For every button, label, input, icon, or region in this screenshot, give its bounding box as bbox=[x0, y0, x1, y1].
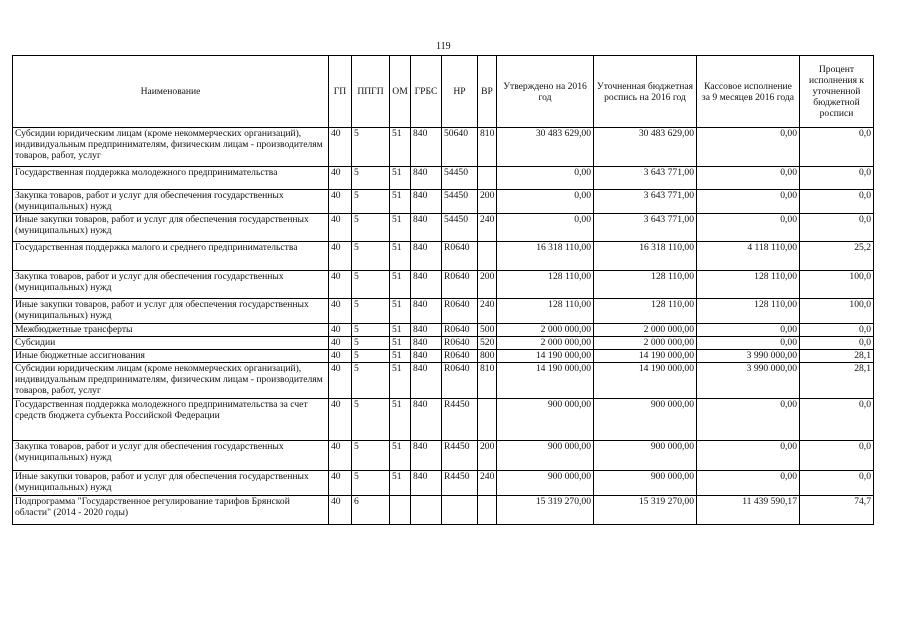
cell-om: 51 bbox=[390, 399, 411, 441]
cell-vr: 810 bbox=[478, 363, 497, 399]
cell-name: Субсидии юридическим лицам (кроме некоммерческих организаций), индивидуальным предпринимателям, физическим лицам - производителям товаров, работ, услуг bbox=[13, 363, 329, 399]
cell-cash: 0,00 bbox=[697, 471, 800, 496]
cell-grbs: 840 bbox=[411, 242, 442, 271]
cell-cash: 0,00 bbox=[697, 337, 800, 350]
cell-approved: 128 110,00 bbox=[497, 271, 594, 299]
cell-gp: 40 bbox=[329, 271, 352, 299]
cell-np: R0640 bbox=[442, 350, 478, 363]
cell-cash: 128 110,00 bbox=[697, 271, 800, 299]
cell-ppgp: 5 bbox=[352, 337, 390, 350]
table-row bbox=[13, 337, 874, 350]
cell-gp: 40 bbox=[329, 167, 352, 190]
cell-ppgp: 5 bbox=[352, 214, 390, 242]
cell-vr bbox=[478, 242, 497, 271]
cell-np: 54450 bbox=[442, 190, 478, 214]
cell-gp: 40 bbox=[329, 441, 352, 471]
cell-gp: 40 bbox=[329, 471, 352, 496]
cell-vr: 200 bbox=[478, 190, 497, 214]
table-row bbox=[13, 399, 874, 441]
cell-percent: 0,0 bbox=[800, 167, 874, 190]
cell-grbs: 840 bbox=[411, 350, 442, 363]
cell-grbs: 840 bbox=[411, 167, 442, 190]
cell-ppgp: 5 bbox=[352, 242, 390, 271]
cell-om: 51 bbox=[390, 441, 411, 471]
table-row bbox=[13, 190, 874, 214]
cell-grbs: 840 bbox=[411, 128, 442, 167]
cell-om: 51 bbox=[390, 324, 411, 337]
cell-ppgp: 5 bbox=[352, 363, 390, 399]
budget-table bbox=[12, 55, 874, 525]
cell-percent: 0,0 bbox=[800, 190, 874, 214]
cell-om: 51 bbox=[390, 271, 411, 299]
cell-om: 51 bbox=[390, 337, 411, 350]
cell-ppgp: 6 bbox=[352, 496, 390, 525]
header-row bbox=[13, 56, 874, 128]
cell-refined: 128 110,00 bbox=[594, 299, 697, 324]
cell-ppgp: 5 bbox=[352, 299, 390, 324]
cell-gp: 40 bbox=[329, 128, 352, 167]
cell-approved: 0,00 bbox=[497, 167, 594, 190]
cell-refined: 14 190 000,00 bbox=[594, 350, 697, 363]
cell-percent: 0,0 bbox=[800, 324, 874, 337]
cell-approved: 900 000,00 bbox=[497, 471, 594, 496]
cell-percent: 0,0 bbox=[800, 337, 874, 350]
cell-grbs: 840 bbox=[411, 441, 442, 471]
table-row bbox=[13, 471, 874, 496]
cell-name: Подпрограмма "Государственное регулирование тарифов Брянской области" (2014 - 2020 годы) bbox=[13, 496, 329, 525]
cell-np bbox=[442, 496, 478, 525]
cell-refined: 3 643 771,00 bbox=[594, 167, 697, 190]
cell-name: Закупка товаров, работ и услуг для обеспечения государственных (муниципальных) нужд bbox=[13, 441, 329, 471]
cell-cash: 3 990 000,00 bbox=[697, 363, 800, 399]
cell-name: Иные закупки товаров, работ и услуг для обеспечения государственных (муниципальных) нужд bbox=[13, 471, 329, 496]
cell-approved: 0,00 bbox=[497, 190, 594, 214]
table-row bbox=[13, 299, 874, 324]
cell-np: 54450 bbox=[442, 167, 478, 190]
cell-grbs: 840 bbox=[411, 299, 442, 324]
cell-gp: 40 bbox=[329, 337, 352, 350]
table-row bbox=[13, 363, 874, 399]
table-row bbox=[13, 242, 874, 271]
cell-percent: 0,0 bbox=[800, 399, 874, 441]
cell-percent: 25,2 bbox=[800, 242, 874, 271]
cell-name: Закупка товаров, работ и услуг для обеспечения государственных (муниципальных) нужд bbox=[13, 271, 329, 299]
cell-grbs: 840 bbox=[411, 190, 442, 214]
cell-approved: 900 000,00 bbox=[497, 399, 594, 441]
header-refined: Уточненная бюджетная роспись на 2016 год bbox=[594, 56, 697, 128]
cell-ppgp: 5 bbox=[352, 350, 390, 363]
cell-np: 54450 bbox=[442, 214, 478, 242]
cell-np: R0640 bbox=[442, 299, 478, 324]
cell-grbs: 840 bbox=[411, 214, 442, 242]
header-approved: Утверждено на 2016 год bbox=[497, 56, 594, 128]
cell-np: R0640 bbox=[442, 242, 478, 271]
cell-refined: 3 643 771,00 bbox=[594, 190, 697, 214]
cell-refined: 30 483 629,00 bbox=[594, 128, 697, 167]
cell-approved: 16 318 110,00 bbox=[497, 242, 594, 271]
cell-percent: 100,0 bbox=[800, 299, 874, 324]
header-vr: ВР bbox=[478, 56, 497, 128]
cell-gp: 40 bbox=[329, 214, 352, 242]
header-percent: Процент исполнения к уточненной бюджетной росписи bbox=[800, 56, 874, 128]
page-number: 119 bbox=[436, 41, 451, 52]
cell-gp: 40 bbox=[329, 324, 352, 337]
cell-cash: 11 439 590,17 bbox=[697, 496, 800, 525]
cell-np: 50640 bbox=[442, 128, 478, 167]
cell-cash: 0,00 bbox=[697, 441, 800, 471]
cell-grbs: 840 bbox=[411, 271, 442, 299]
cell-gp: 40 bbox=[329, 399, 352, 441]
cell-ppgp: 5 bbox=[352, 324, 390, 337]
table-row bbox=[13, 496, 874, 525]
cell-name: Закупка товаров, работ и услуг для обеспечения государственных (муниципальных) нужд bbox=[13, 190, 329, 214]
cell-cash: 0,00 bbox=[697, 214, 800, 242]
cell-om: 51 bbox=[390, 363, 411, 399]
cell-approved: 2 000 000,00 bbox=[497, 324, 594, 337]
cell-gp: 40 bbox=[329, 242, 352, 271]
cell-np: R4450 bbox=[442, 399, 478, 441]
cell-om: 51 bbox=[390, 167, 411, 190]
cell-percent: 0,0 bbox=[800, 471, 874, 496]
cell-refined: 900 000,00 bbox=[594, 399, 697, 441]
cell-np: R0640 bbox=[442, 363, 478, 399]
header-np: НР bbox=[442, 56, 478, 128]
cell-vr bbox=[478, 399, 497, 441]
cell-refined: 900 000,00 bbox=[594, 471, 697, 496]
table-row bbox=[13, 128, 874, 167]
cell-gp: 40 bbox=[329, 350, 352, 363]
cell-grbs bbox=[411, 496, 442, 525]
cell-name: Государственная поддержка молодежного предпринимательства за счет средств бюджета субъекта Российской Федерации bbox=[13, 399, 329, 441]
cell-percent: 0,0 bbox=[800, 128, 874, 167]
cell-np: R0640 bbox=[442, 271, 478, 299]
table-row bbox=[13, 441, 874, 471]
cell-np: R0640 bbox=[442, 337, 478, 350]
cell-percent: 74,7 bbox=[800, 496, 874, 525]
cell-om: 51 bbox=[390, 471, 411, 496]
cell-percent: 0,0 bbox=[800, 441, 874, 471]
cell-cash: 128 110,00 bbox=[697, 299, 800, 324]
cell-refined: 3 643 771,00 bbox=[594, 214, 697, 242]
cell-vr bbox=[478, 496, 497, 525]
cell-vr: 500 bbox=[478, 324, 497, 337]
cell-ppgp: 5 bbox=[352, 271, 390, 299]
cell-om: 51 bbox=[390, 214, 411, 242]
cell-approved: 2 000 000,00 bbox=[497, 337, 594, 350]
cell-gp: 40 bbox=[329, 363, 352, 399]
cell-vr: 520 bbox=[478, 337, 497, 350]
cell-vr: 240 bbox=[478, 471, 497, 496]
header-cash: Кассовое исполнение за 9 месяцев 2016 года bbox=[697, 56, 800, 128]
cell-name: Государственная поддержка малого и среднего предпринимательства bbox=[13, 242, 329, 271]
cell-om bbox=[390, 496, 411, 525]
cell-approved: 0,00 bbox=[497, 214, 594, 242]
cell-approved: 14 190 000,00 bbox=[497, 350, 594, 363]
cell-ppgp: 5 bbox=[352, 190, 390, 214]
cell-cash: 0,00 bbox=[697, 324, 800, 337]
table-row bbox=[13, 350, 874, 363]
cell-ppgp: 5 bbox=[352, 441, 390, 471]
cell-grbs: 840 bbox=[411, 363, 442, 399]
header-om: ОМ bbox=[390, 56, 411, 128]
cell-gp: 40 bbox=[329, 496, 352, 525]
cell-vr: 200 bbox=[478, 271, 497, 299]
cell-grbs: 840 bbox=[411, 399, 442, 441]
cell-vr: 200 bbox=[478, 441, 497, 471]
cell-np: R0640 bbox=[442, 324, 478, 337]
cell-om: 51 bbox=[390, 190, 411, 214]
cell-om: 51 bbox=[390, 350, 411, 363]
header-gp: ГП bbox=[329, 56, 352, 128]
cell-ppgp: 5 bbox=[352, 167, 390, 190]
header-ppgp: ППГП bbox=[352, 56, 390, 128]
cell-percent: 28,1 bbox=[800, 350, 874, 363]
cell-name: Государственная поддержка молодежного предпринимательства bbox=[13, 167, 329, 190]
cell-name: Межбюджетные трансферты bbox=[13, 324, 329, 337]
header-grbs: ГРБС bbox=[411, 56, 442, 128]
cell-percent: 0,0 bbox=[800, 214, 874, 242]
cell-ppgp: 5 bbox=[352, 128, 390, 167]
cell-cash: 4 118 110,00 bbox=[697, 242, 800, 271]
table-row bbox=[13, 324, 874, 337]
cell-np: R4450 bbox=[442, 471, 478, 496]
cell-ppgp: 5 bbox=[352, 399, 390, 441]
cell-np: R4450 bbox=[442, 441, 478, 471]
cell-name: Иные закупки товаров, работ и услуг для обеспечения государственных (муниципальных) нужд bbox=[13, 214, 329, 242]
cell-approved: 15 319 270,00 bbox=[497, 496, 594, 525]
cell-percent: 100,0 bbox=[800, 271, 874, 299]
cell-refined: 2 000 000,00 bbox=[594, 324, 697, 337]
cell-vr bbox=[478, 167, 497, 190]
cell-vr: 810 bbox=[478, 128, 497, 167]
cell-name: Иные бюджетные ассигнования bbox=[13, 350, 329, 363]
cell-cash: 0,00 bbox=[697, 128, 800, 167]
cell-cash: 0,00 bbox=[697, 167, 800, 190]
cell-ppgp: 5 bbox=[352, 471, 390, 496]
cell-grbs: 840 bbox=[411, 324, 442, 337]
cell-om: 51 bbox=[390, 242, 411, 271]
cell-grbs: 840 bbox=[411, 471, 442, 496]
header-name: Наименование bbox=[13, 56, 329, 128]
cell-cash: 3 990 000,00 bbox=[697, 350, 800, 363]
table-row bbox=[13, 271, 874, 299]
cell-refined: 128 110,00 bbox=[594, 271, 697, 299]
cell-approved: 128 110,00 bbox=[497, 299, 594, 324]
cell-cash: 0,00 bbox=[697, 190, 800, 214]
cell-refined: 14 190 000,00 bbox=[594, 363, 697, 399]
cell-gp: 40 bbox=[329, 190, 352, 214]
cell-grbs: 840 bbox=[411, 337, 442, 350]
cell-om: 51 bbox=[390, 128, 411, 167]
table-row bbox=[13, 167, 874, 190]
cell-percent: 28,1 bbox=[800, 363, 874, 399]
cell-vr: 800 bbox=[478, 350, 497, 363]
cell-refined: 16 318 110,00 bbox=[594, 242, 697, 271]
cell-cash: 0,00 bbox=[697, 399, 800, 441]
cell-vr: 240 bbox=[478, 214, 497, 242]
cell-refined: 15 319 270,00 bbox=[594, 496, 697, 525]
cell-approved: 30 483 629,00 bbox=[497, 128, 594, 167]
table-row bbox=[13, 214, 874, 242]
cell-name: Субсидии юридическим лицам (кроме некоммерческих организаций), индивидуальным предпринимателям, физическим лицам - производителям товаров, работ, услуг bbox=[13, 128, 329, 167]
cell-approved: 14 190 000,00 bbox=[497, 363, 594, 399]
cell-refined: 900 000,00 bbox=[594, 441, 697, 471]
cell-name: Субсидии bbox=[13, 337, 329, 350]
cell-om: 51 bbox=[390, 299, 411, 324]
cell-approved: 900 000,00 bbox=[497, 441, 594, 471]
cell-refined: 2 000 000,00 bbox=[594, 337, 697, 350]
cell-name: Иные закупки товаров, работ и услуг для обеспечения государственных (муниципальных) нужд bbox=[13, 299, 329, 324]
cell-vr: 240 bbox=[478, 299, 497, 324]
cell-gp: 40 bbox=[329, 299, 352, 324]
